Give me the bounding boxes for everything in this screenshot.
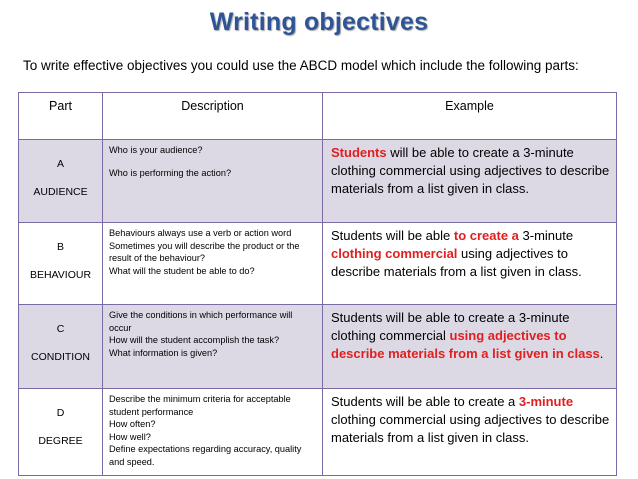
description-line: Who is performing the action?: [109, 167, 232, 178]
part-word: DEGREE: [38, 435, 83, 447]
table-row: [19, 140, 617, 223]
description-line: What information is given?: [109, 347, 218, 358]
example-text: 3-minute: [518, 228, 574, 243]
part-word: BEHAVIOUR: [29, 269, 92, 281]
example-text: clothing commercial using adjectives to describe materials from a list given in class.: [331, 412, 610, 445]
description-cell: [103, 140, 323, 223]
description-line: Define expectations regarding accuracy, quality and speed.: [109, 444, 302, 467]
description-line: How will the student accomplish the task?: [109, 335, 280, 345]
example-text: using adjectives to describe materials from a list given in class.: [331, 246, 582, 279]
example-cell: [323, 140, 617, 223]
part-cell: [19, 389, 103, 476]
table-row: [19, 389, 617, 476]
description-cell: [103, 305, 323, 389]
description-line: Behaviours always use a verb or action word: [109, 228, 292, 238]
description-line: Sometimes you will describe the product or the result of the behaviour?: [109, 240, 300, 263]
example-text: Students will be able to create a: [331, 394, 519, 409]
example-text: .: [599, 346, 604, 361]
part-letter: B: [56, 241, 64, 253]
example-highlight: Students: [331, 145, 387, 160]
header-part: Part: [19, 93, 103, 140]
table-row: [19, 223, 617, 305]
example-text: Students will be able: [331, 228, 454, 243]
part-cell: [19, 223, 103, 305]
example-cell: [323, 389, 617, 476]
description-cell: [103, 389, 323, 476]
description-line: How well?: [109, 431, 151, 442]
example-text: will be able to create a 3-minute clothing commercial using adjectives to describe materials from a list given in class.: [331, 145, 610, 196]
example-highlight: using adjectives to describe materials from a list given in class: [331, 328, 600, 361]
part-word: CONDITION: [31, 351, 90, 363]
description-line: How often?: [109, 419, 156, 429]
table-header-row: [19, 93, 617, 140]
part-letter: A: [56, 158, 64, 170]
example-cell: [323, 223, 617, 305]
description-line: Give the conditions in which performance will occur: [109, 310, 293, 333]
abcd-table: [18, 92, 617, 476]
page-title: Writing objectives: [209, 8, 429, 36]
example-highlight: clothing commercial: [331, 246, 458, 261]
part-letter: D: [56, 407, 65, 419]
description-cell: [103, 223, 323, 305]
intro-text: To write effective objectives you could use the ABCD model which include the following parts:: [23, 58, 579, 73]
part-letter: C: [56, 323, 65, 335]
example-highlight: 3-minute: [518, 394, 574, 409]
table-row: [19, 305, 617, 389]
header-description: Description: [103, 93, 323, 140]
example-text: Students will be able to create a 3-minute clothing commercial: [331, 310, 570, 343]
description-line: Who is your audience?: [109, 145, 203, 155]
part-cell: [19, 140, 103, 223]
example-cell: [323, 305, 617, 389]
description-line: Describe the minimum criteria for acceptable student performance: [109, 394, 291, 417]
header-example: Example: [323, 93, 617, 140]
part-cell: [19, 305, 103, 389]
description-line: What will the student be able to do?: [109, 265, 255, 276]
part-word: AUDIENCE: [33, 186, 88, 198]
example-highlight: to create a: [453, 228, 519, 243]
